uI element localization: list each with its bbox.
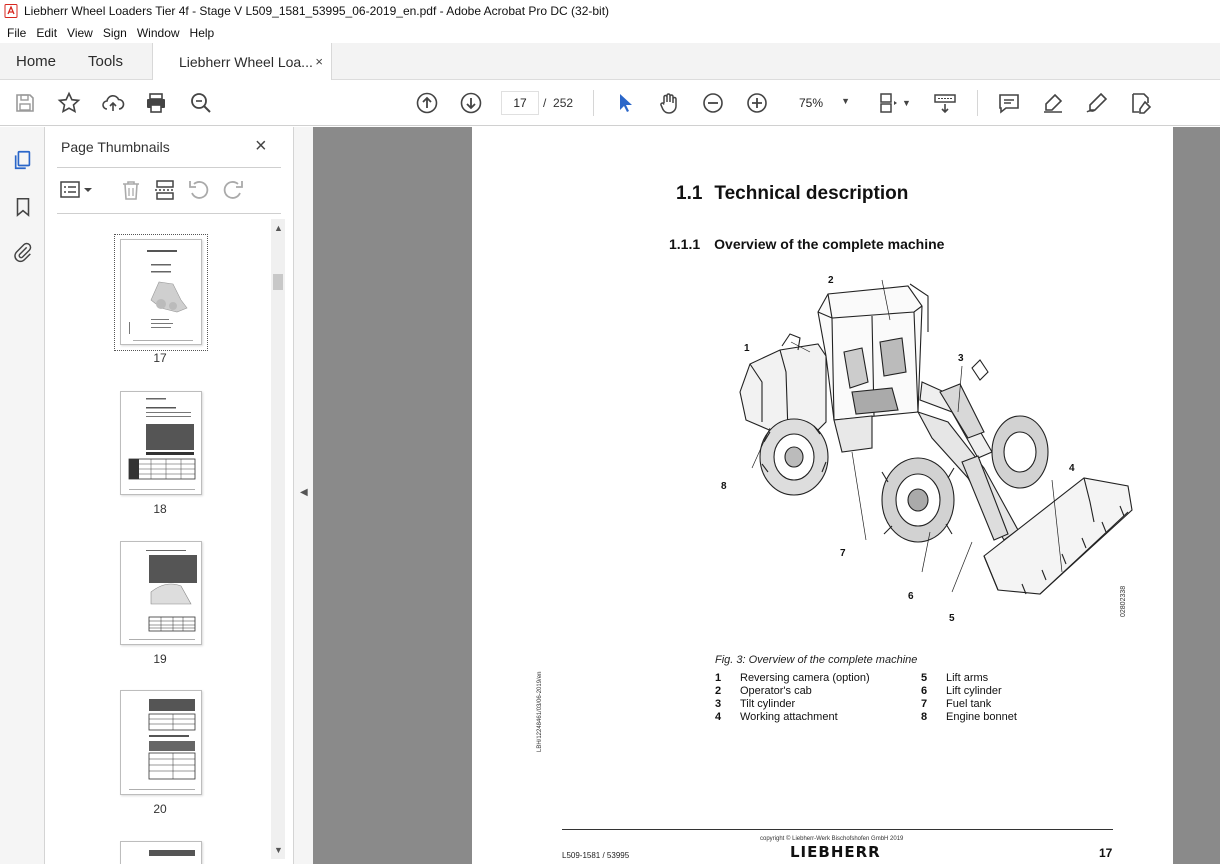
close-tab-icon[interactable]: × bbox=[315, 54, 323, 69]
page-count: / 252 bbox=[543, 96, 574, 110]
menu-help[interactable]: Help bbox=[189, 25, 215, 40]
window-title: Liebherr Wheel Loaders Tier 4f - Stage V L509_1581_53995_06-2019_en.pdf - Adobe Acrobat Pro DC (32-bit) bbox=[24, 4, 610, 18]
callout-4: 4 bbox=[1069, 463, 1075, 474]
menu-edit[interactable]: Edit bbox=[36, 25, 58, 40]
attachments-icon[interactable] bbox=[11, 240, 35, 264]
menu-bar bbox=[0, 22, 1220, 43]
tab-document[interactable] bbox=[152, 43, 332, 81]
rotate-right-icon[interactable] bbox=[221, 178, 245, 202]
previous-page-icon[interactable] bbox=[415, 91, 439, 115]
next-page-icon[interactable] bbox=[459, 91, 483, 115]
rotate-left-icon[interactable] bbox=[187, 178, 211, 202]
thumbnail-page-20[interactable] bbox=[120, 690, 202, 795]
collapse-panel-icon[interactable]: ◀ bbox=[300, 487, 308, 498]
figure-caption: Fig. 3: Overview of the complete machine bbox=[715, 654, 918, 666]
close-panel-icon[interactable]: × bbox=[255, 135, 267, 157]
chevron-down-icon: ▼ bbox=[841, 96, 850, 106]
divider bbox=[57, 167, 281, 168]
document-side-id: LBH/12248461/03/06-2019/en bbox=[537, 671, 543, 752]
divider bbox=[57, 213, 281, 214]
thumbnail-label-20: 20 bbox=[153, 802, 167, 816]
pdf-page: 1.1 Technical description 1.1.1 Overview of the complete machine 1 2 3 4 5 6 7 8 02802338 Fig. 3: Overview of the complete machine 1 Reversing camera (option) 2 Operator's cab 3 Tilt cylinder 4 Working attachment 5 Lift arms 6 Lift cylinder 7 Fuel tank 8 Engine bonnet LBH/12248461/03/06-2019/en copyright © Liebherr-Werk Bischofshofen GmbH 2019 L509-1581 / 53995 LIEBHERR 17 bbox=[472, 127, 1173, 864]
footer-divider bbox=[562, 829, 1113, 830]
thumbnail-label-17: 17 bbox=[153, 351, 167, 365]
copyright-text: copyright © Liebherr-Werk Bischofshofen GmbH 2019 bbox=[760, 836, 904, 842]
draw-sign-icon[interactable] bbox=[1085, 91, 1109, 115]
thumbnails-panel bbox=[45, 127, 293, 864]
thumbnail-label-18: 18 bbox=[153, 502, 167, 516]
liebherr-logo: LIEBHERR bbox=[790, 843, 881, 861]
page-number-input[interactable]: 17 bbox=[501, 91, 539, 115]
page-thumbnails-icon[interactable] bbox=[11, 148, 35, 172]
document-view[interactable] bbox=[313, 127, 1220, 864]
callout-1: 1 bbox=[744, 343, 750, 354]
scroll-down-icon[interactable]: ▼ bbox=[274, 845, 283, 855]
thumbnail-label-19: 19 bbox=[153, 652, 167, 666]
toolbar bbox=[0, 80, 1220, 126]
callout-3: 3 bbox=[958, 353, 964, 364]
callout-7: 7 bbox=[840, 548, 846, 559]
zoom-level-select[interactable] bbox=[788, 91, 858, 115]
document-number: L509-1581 / 53995 bbox=[562, 851, 630, 860]
menu-file[interactable]: File bbox=[7, 25, 27, 40]
fill-sign-icon[interactable] bbox=[1129, 91, 1153, 115]
comment-icon[interactable] bbox=[997, 91, 1021, 115]
delete-page-icon[interactable] bbox=[119, 178, 143, 202]
upload-icon[interactable] bbox=[101, 91, 125, 115]
menu-window[interactable]: Window bbox=[136, 25, 180, 40]
scrollbar-thumb[interactable] bbox=[273, 274, 283, 290]
fit-page-chevron-icon[interactable]: ▼ bbox=[902, 98, 911, 108]
title-bar bbox=[0, 0, 1220, 22]
zoom-level-value: 75% bbox=[799, 96, 824, 110]
bookmarks-icon[interactable] bbox=[11, 195, 35, 219]
callout-2: 2 bbox=[828, 275, 834, 286]
page-number: 17 bbox=[1099, 846, 1113, 860]
scroll-up-icon[interactable]: ▲ bbox=[274, 223, 283, 233]
figure-id: 02802338 bbox=[1120, 585, 1127, 617]
navigation-rail bbox=[0, 127, 45, 864]
select-cursor-icon[interactable] bbox=[613, 91, 637, 115]
divider bbox=[977, 90, 978, 116]
scroll-mode-icon[interactable] bbox=[933, 91, 957, 115]
section-heading: 1.1 Technical description bbox=[676, 183, 909, 204]
panel-title: Page Thumbnails bbox=[61, 139, 170, 155]
print-icon[interactable] bbox=[144, 91, 168, 115]
panel-splitter[interactable] bbox=[293, 127, 313, 864]
thumbnail-scrollbar[interactable] bbox=[271, 219, 285, 859]
bookmark-star-icon[interactable] bbox=[57, 91, 81, 115]
tab-tools[interactable]: Tools bbox=[88, 53, 124, 70]
options-menu-icon[interactable] bbox=[59, 178, 97, 202]
acrobat-icon bbox=[4, 4, 18, 18]
tab-document-label: Liebherr Wheel Loa... bbox=[179, 54, 313, 70]
subsection-heading: 1.1.1 Overview of the complete machine bbox=[669, 236, 945, 252]
tab-home[interactable]: Home bbox=[16, 53, 57, 70]
hand-tool-icon[interactable] bbox=[657, 91, 681, 115]
zoom-out-icon[interactable] bbox=[701, 91, 725, 115]
thumbnail-page-19[interactable] bbox=[120, 541, 202, 645]
zoom-search-icon[interactable] bbox=[189, 91, 213, 115]
thumbnail-page-17[interactable] bbox=[120, 239, 202, 345]
thumbnail-page-21[interactable] bbox=[120, 841, 202, 864]
fit-page-icon[interactable] bbox=[876, 91, 900, 115]
menu-view[interactable]: View bbox=[67, 25, 93, 40]
thumbnail-page-18[interactable] bbox=[120, 391, 202, 495]
tab-row bbox=[0, 43, 1220, 80]
divider bbox=[593, 90, 594, 116]
callout-5: 5 bbox=[949, 613, 955, 624]
menu-sign[interactable]: Sign bbox=[102, 25, 127, 40]
callout-8: 8 bbox=[721, 481, 727, 492]
zoom-in-icon[interactable] bbox=[745, 91, 769, 115]
callout-6: 6 bbox=[908, 591, 914, 602]
highlight-pen-icon[interactable] bbox=[1041, 91, 1065, 115]
save-icon[interactable] bbox=[13, 91, 37, 115]
wheel-loader-illustration bbox=[722, 272, 1142, 652]
extract-page-icon[interactable] bbox=[153, 178, 177, 202]
